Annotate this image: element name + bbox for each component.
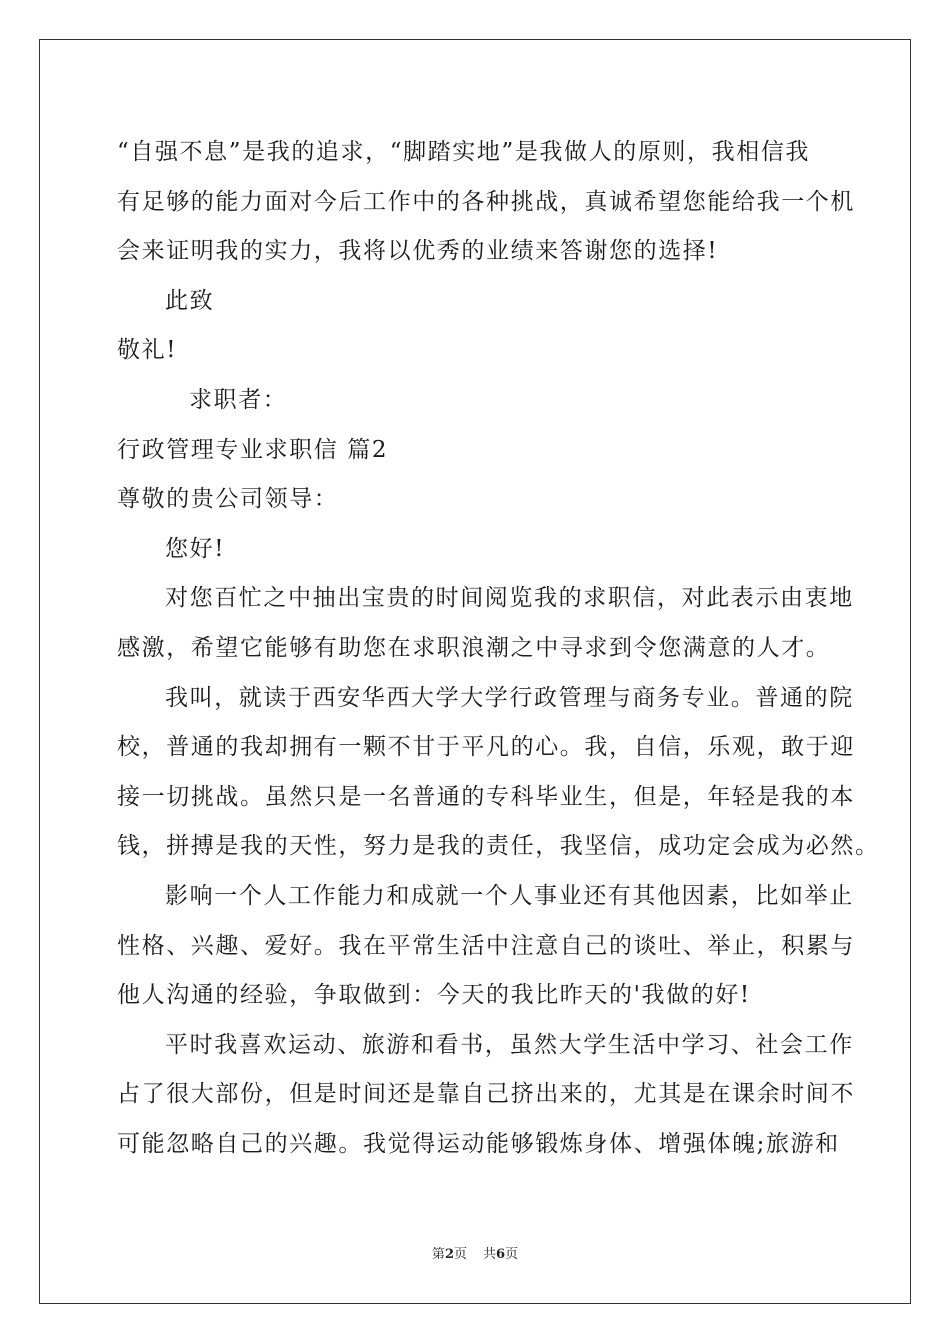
text-line: 钱，拼搏是我的天性，努力是我的责任，我坚信，成功定会成为必然。	[117, 833, 880, 860]
text-line: “自强不息”是我的追求，“脚踏实地”是我做人的原则，我相信我	[117, 139, 811, 165]
section-title: 行政管理专业求职信 篇2	[117, 436, 389, 463]
total-page-count: 6	[496, 1247, 506, 1262]
text-line: 我叫，就读于西安华西大学大学行政管理与商务专业。普通的院	[165, 684, 854, 711]
recipient-greeting: 尊敬的贵公司领导：	[117, 486, 339, 513]
page-footer	[0, 1246, 950, 1264]
text-line: 会来证明我的实力，我将以优秀的业绩来答谢您的选择!	[117, 238, 719, 265]
text-line: 性格、兴趣、爱好。我在平常生活中注意自己的谈吐、举止，积累与	[117, 932, 855, 959]
salutation-respect: 敬礼!	[117, 337, 178, 364]
greeting: 您好!	[165, 535, 226, 562]
text-line: 平时我喜欢运动、旅游和看书，虽然大学生活中学习、社会工作	[165, 1031, 854, 1058]
text-line: 占了很大部份，但是时间还是靠自己挤出来的，尤其是在课余时间不	[117, 1081, 855, 1108]
page-prefix: 第	[431, 1247, 445, 1262]
text-line: 他人沟通的经验，争取做到：今天的我比昨天的'我做的好!	[117, 982, 751, 1009]
text-line: 有足够的能力面对今后工作中的各种挑战，真诚希望您能给我一个机	[117, 188, 855, 215]
text-line: 感激，希望它能够有助您在求职浪潮之中寻求到令您满意的人才。	[117, 634, 831, 661]
page-suffix: 页	[453, 1247, 467, 1262]
total-prefix: 共	[483, 1247, 497, 1262]
text-line: 接一切挑战。虽然只是一名普通的专科毕业生，但是，年轻是我的本	[117, 783, 855, 810]
current-page-number: 2	[444, 1247, 454, 1262]
text-line: 影响一个人工作能力和成就一个人事业还有其他因素，比如举止	[165, 882, 854, 909]
text-line: 校，普通的我却拥有一颗不甘于平凡的心。我，自信，乐观，敢于迎	[117, 734, 855, 761]
text-line: 对您百忙之中抽出宝贵的时间阅览我的求职信，对此表示由衷地	[165, 585, 854, 612]
text-line: 可能忽略自己的兴趣。我觉得运动能够锻炼身体、增强体魄;旅游和	[117, 1130, 840, 1157]
salutation-closing: 此致	[165, 287, 215, 314]
letter-body	[117, 128, 880, 1169]
applicant-signature: 求职者：	[189, 386, 288, 413]
total-suffix: 页	[505, 1247, 519, 1262]
